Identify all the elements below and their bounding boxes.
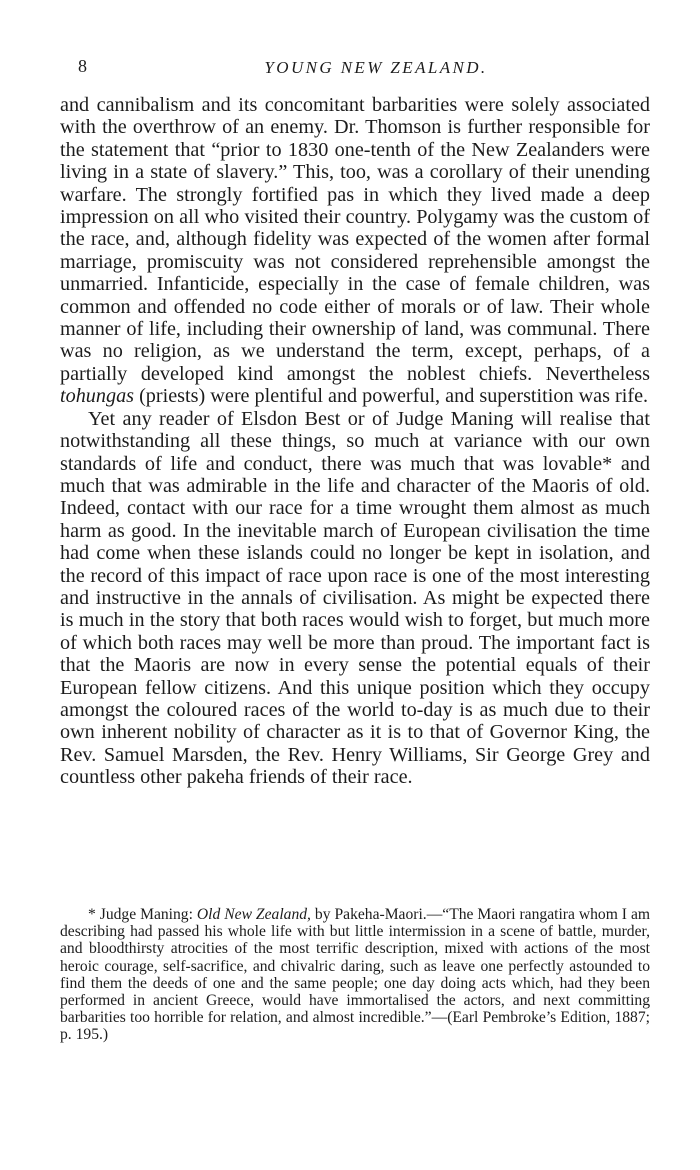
paragraph-1-text: and cannibalism and its concomitant barbarities were solely associated with the overthrow of an enemy. Dr. Thomson is further responsible for the statement that “prior to 1830 one-tenth of the New Zealanders were living in a state of slavery.” This, too, was a corollary of their unending warfare. The strongly fortified pas in which they lived made a deep impression on all who visited their country. Polygamy was the custom of the race, and, although fidelity was expected of the women after formal marriage, promiscuity was not considered reprehensible amongst the unmarried. Infanticide, especially in the case of female children, was common and offended no code either of morals or of law. Their whole manner of life, including their ownership of land, was communal. There was no religion, as we understand the term, except, perhaps, of a partially developed kind amongst the noblest chiefs. Nevertheless <box>60 94 650 385</box>
footnote-book-title: Old New Zealand, <box>196 906 311 923</box>
footnote-paragraph <box>60 906 650 1044</box>
footnote-text: by Pakeha-Maori.—“The Maori rangatira whom I am describing had passed his whole life with but little intermission in a scene of battle, murder, and bloodthirsty atrocities of the most terrific description, mixed with actions of the most heroic courage, self-sacrifice, and chivalric daring, such as leave one perfectly astounded to find them the deeds of one and the same people; one day doing acts which, had they been performed in ancient Greece, would have immortalised the actors, and next committing barbarities too horrible for relation, and almost incredible.”—(Earl Pembroke’s Edition, 1887; p. 195.) <box>60 906 650 1044</box>
running-title: YOUNG NEW ZEALAND. <box>264 58 488 77</box>
body-text <box>60 94 650 789</box>
footnote <box>60 906 650 1044</box>
italic-term-tohungas: tohungas <box>60 385 135 408</box>
paragraph-1-text-end: (priests) were plentiful and powerful, and superstition was rife. <box>139 385 649 408</box>
paragraph-1 <box>60 94 650 408</box>
running-head <box>60 56 652 84</box>
paragraph-2: Yet any reader of Elsdon Best or of Judge Maning will realise that notwithstanding all these things, so much at variance with our own standards of life and conduct, there was much that was lovable* and much that was admirable in the life and character of the Maoris of old. Indeed, contact with our race for a time wrought them almost as much harm as good. In the inevitable march of European civilisation the time had come when these islands could no longer be kept in isolation, and the record of this impact of race upon race is one of the most interesting and instructive in the annals of civilisation. As might be expected there is much in the story that both races would wish to forget, but much more of which both races may well be more than proud. The important fact is that the Maoris are now in every sense the potential equals of their European fellow citizens. And this unique position which they occupy amongst the coloured races of the world to-day is as much due to their own inherent nobility of character as it is to that of Governor King, the Rev. Samuel Marsden, the Rev. Henry Williams, Sir George Grey and countless other pakeha friends of their race. <box>60 407 650 789</box>
footnote-prefix: * Judge Maning: <box>88 906 193 923</box>
page-number: 8 <box>78 56 88 76</box>
